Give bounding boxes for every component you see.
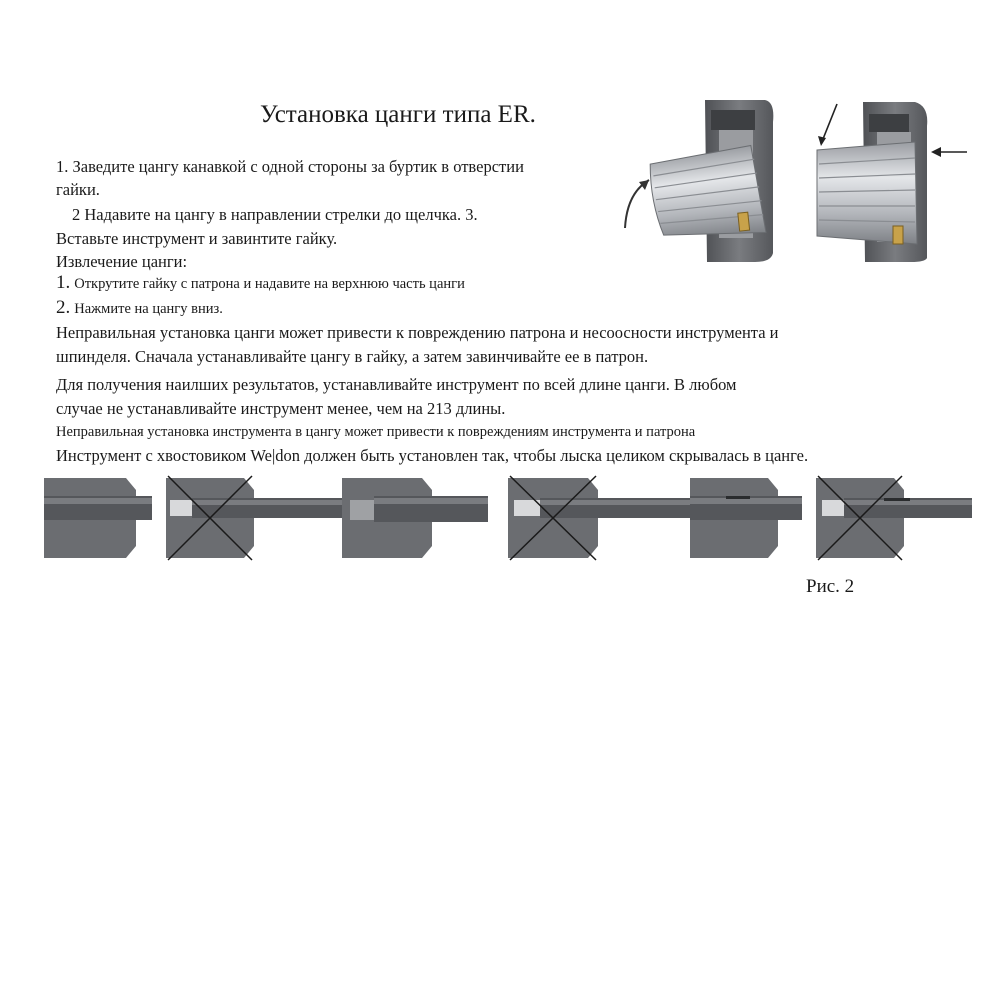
removal-step-1-number: 1. <box>56 272 71 293</box>
collet-left <box>648 145 766 244</box>
weldon-note: Инструмент с хвостовиком We|don должен быть установлен так, чтобы лыска целиком скрывалась в цанге. <box>56 446 809 465</box>
step2-line1: 2 Надавите на цангу в направлении стрелки до щелчка. 3. <box>72 205 478 224</box>
diagram-correct-full-length <box>44 478 152 558</box>
tool-installation-diagrams <box>44 474 974 564</box>
collet-right <box>817 142 917 244</box>
removal-step-2-text: Нажмите на цангу вниз. <box>74 301 223 317</box>
diagram-incorrect-step-tool <box>508 476 704 560</box>
diagram-incorrect-short-insertion <box>166 476 344 560</box>
removal-heading: Извлечение цанги: <box>56 252 188 271</box>
step2-line2: Вставьте инструмент и завинтите гайку. <box>56 229 338 248</box>
collet-installation-illustration <box>615 98 975 266</box>
page-title: Установка цанги типа ER. <box>260 101 536 128</box>
warning1-line2: шпинделя. Сначала устанавливайте цангу в гайку, а затем завинчивайте ее в патрон. <box>56 347 649 366</box>
removal-step-2-number: 2. <box>56 297 71 318</box>
diagram-incorrect-weldon <box>816 476 972 560</box>
best-line1: Для получения наилших результатов, устанавливайте инструмент по всей длине цанги. В любом <box>56 375 737 394</box>
warning2: Неправильная установка инструмента в цангу может привести к повреждениям инструмента и патрона <box>56 424 696 440</box>
step1-line1: 1. Заведите цангу канавкой с одной стороны за буртик в отверстии <box>56 157 524 176</box>
diagram-correct-weldon <box>690 478 802 558</box>
best-line2: случае не устанавливайте инструмент менее, чем на 213 длины. <box>56 399 506 418</box>
figure-caption: Рис. 2 <box>806 576 855 597</box>
warning1-line1: Неправильная установка цанги может привести к повреждению патрона и несоосности инструмента и <box>56 323 779 342</box>
step1-line2: гайки. <box>56 180 100 199</box>
removal-step-2 <box>56 297 223 319</box>
removal-step-1-text: Открутите гайку с патрона и надавите на верхнюю часть цанги <box>74 276 465 292</box>
diagram-correct-step-tool <box>342 478 488 558</box>
removal-step-1 <box>56 272 465 294</box>
